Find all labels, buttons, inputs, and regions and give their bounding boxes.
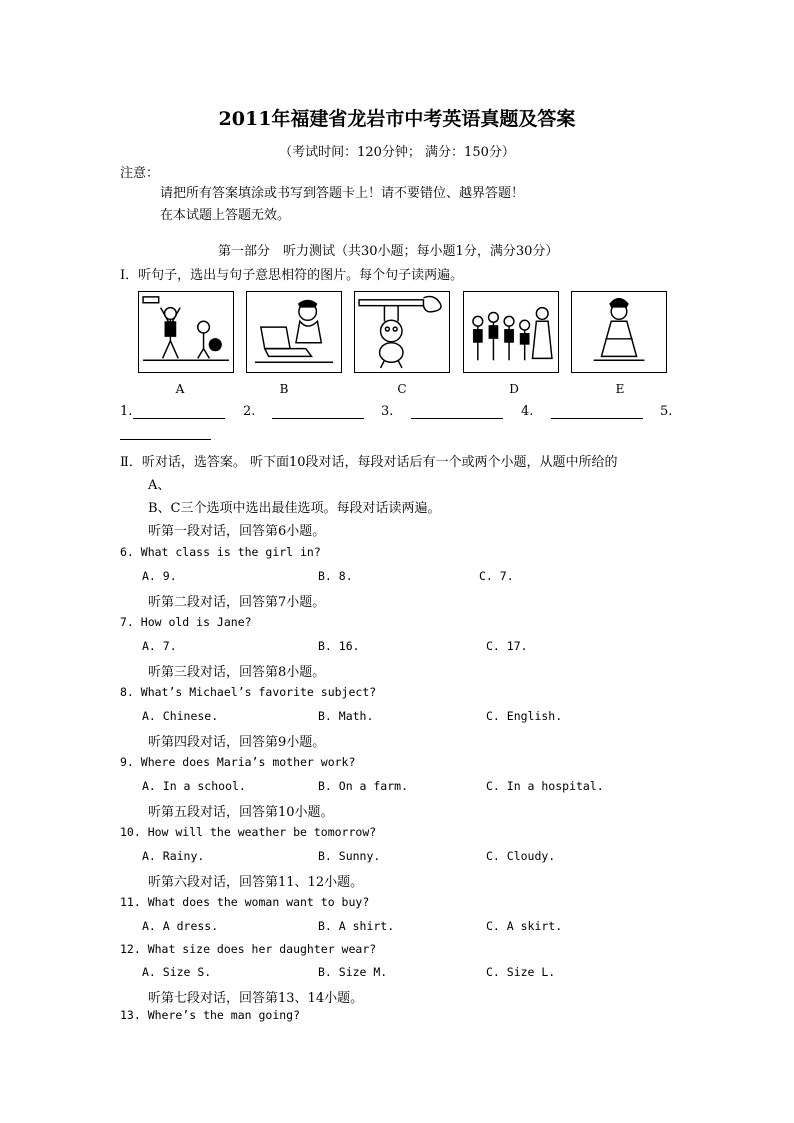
dialogue-6-instruction: 听第六段对话，回答第11、12小题。 [148, 875, 364, 890]
q12-option-c: C. Size L. [486, 965, 556, 979]
section2-heading-line-3: B、C三个选项中选出最佳选项。每段对话读两遍。 [148, 501, 441, 516]
q11-option-b: B. A shirt. [318, 919, 395, 933]
dialogue-1-instruction: 听第一段对话，回答第6小题。 [148, 524, 326, 539]
woman-in-kimono-icon [572, 292, 666, 372]
blank-number-4: 4. [521, 404, 534, 419]
kids-playing-ball-icon [139, 292, 233, 372]
part1-heading: 第一部分 听力测试（共30小题；每小题1分，满分30分） [218, 244, 559, 259]
answer-blank-4[interactable] [551, 417, 643, 419]
dialogue-2-instruction: 听第二段对话，回答第7小题。 [148, 595, 326, 610]
picture-label-e: E [615, 382, 625, 396]
question-11: 11. What does the woman want to buy? [120, 895, 370, 909]
q10-option-b: B. Sunny. [318, 849, 381, 863]
notice-label: 注意： [120, 166, 160, 181]
question-8: 8. What’s Michael’s favorite subject? [120, 685, 377, 699]
group-of-people-icon [464, 292, 558, 372]
dialogue-3-instruction: 听第三段对话，回答第8小题。 [148, 665, 326, 680]
picture-label-d: D [509, 382, 519, 396]
section2-heading-line-1: Ⅱ．听对话，选答案。 听下面10段对话，每段对话后有一个或两个小题，从题中所给的 [120, 455, 618, 470]
q9-option-b: B. On a farm. [318, 779, 409, 793]
q7-option-b: B. 16. [318, 639, 360, 653]
q6-option-b: B. 8. [318, 569, 353, 583]
q8-option-a: A. Chinese. [142, 709, 219, 723]
blank-number-5: 5. [660, 404, 673, 419]
q9-option-c: C. In a hospital. [486, 779, 604, 793]
q12-option-a: A. Size S. [142, 965, 212, 979]
question-13: 13. Where’s the man going? [120, 1008, 301, 1022]
picture-label-b: B [279, 382, 289, 396]
answer-blank-5[interactable] [120, 438, 211, 440]
answer-blank-2[interactable] [272, 417, 364, 419]
picture-label-c: C [397, 382, 407, 396]
dialogue-5-instruction: 听第五段对话，回答第10小题。 [148, 805, 334, 820]
question-6: 6. What class is the girl in? [120, 545, 321, 559]
picture-d [463, 291, 559, 373]
monkey-hanging-icon [355, 292, 449, 372]
exam-info: （考试时间：120分钟； 满分：150分） [279, 145, 515, 160]
question-9: 9. Where does Maria’s mother work? [120, 755, 356, 769]
page-title: 2011年福建省龙岩市中考英语真题及答案 [218, 108, 576, 130]
q11-option-a: A. A dress. [142, 919, 219, 933]
answer-blank-1[interactable] [133, 417, 225, 419]
q7-option-a: A. 7. [142, 639, 177, 653]
blank-number-2: 2. [243, 404, 256, 419]
q6-option-a: A. 9. [142, 569, 177, 583]
q7-option-c: C. 17. [486, 639, 528, 653]
section2-heading-line-2: A、 [148, 478, 171, 493]
question-12: 12. What size does her daughter wear? [120, 942, 377, 956]
blank-number-3: 3. [381, 404, 394, 419]
picture-e [571, 291, 667, 373]
dialogue-7-instruction: 听第七段对话，回答第13、14小题。 [148, 991, 364, 1006]
boy-with-laptop-icon [247, 292, 341, 372]
q10-option-a: A. Rainy. [142, 849, 205, 863]
picture-a [138, 291, 234, 373]
question-7: 7. How old is Jane? [120, 615, 252, 629]
q10-option-c: C. Cloudy. [486, 849, 556, 863]
q8-option-b: B. Math. [318, 709, 374, 723]
q8-option-c: C. English. [486, 709, 563, 723]
notice-line-2: 在本试题上答题无效。 [160, 208, 291, 223]
picture-c [354, 291, 450, 373]
section1-heading: Ⅰ．听句子，选出与句子意思相符的图片。每个句子读两遍。 [120, 268, 464, 283]
notice-line-1: 请把所有答案填涂或书写到答题卡上！请不要错位、越界答题！ [160, 186, 525, 201]
q9-option-a: A. In a school. [142, 779, 246, 793]
q12-option-b: B. Size M. [318, 965, 388, 979]
blank-number-1: 1. [120, 404, 133, 419]
answer-blank-3[interactable] [411, 417, 503, 419]
question-10: 10. How will the weather be tomorrow? [120, 825, 377, 839]
dialogue-4-instruction: 听第四段对话，回答第9小题。 [148, 735, 326, 750]
q11-option-c: C. A skirt. [486, 919, 563, 933]
picture-b [246, 291, 342, 373]
q6-option-c: C. 7. [479, 569, 514, 583]
picture-label-a: A [175, 382, 185, 396]
